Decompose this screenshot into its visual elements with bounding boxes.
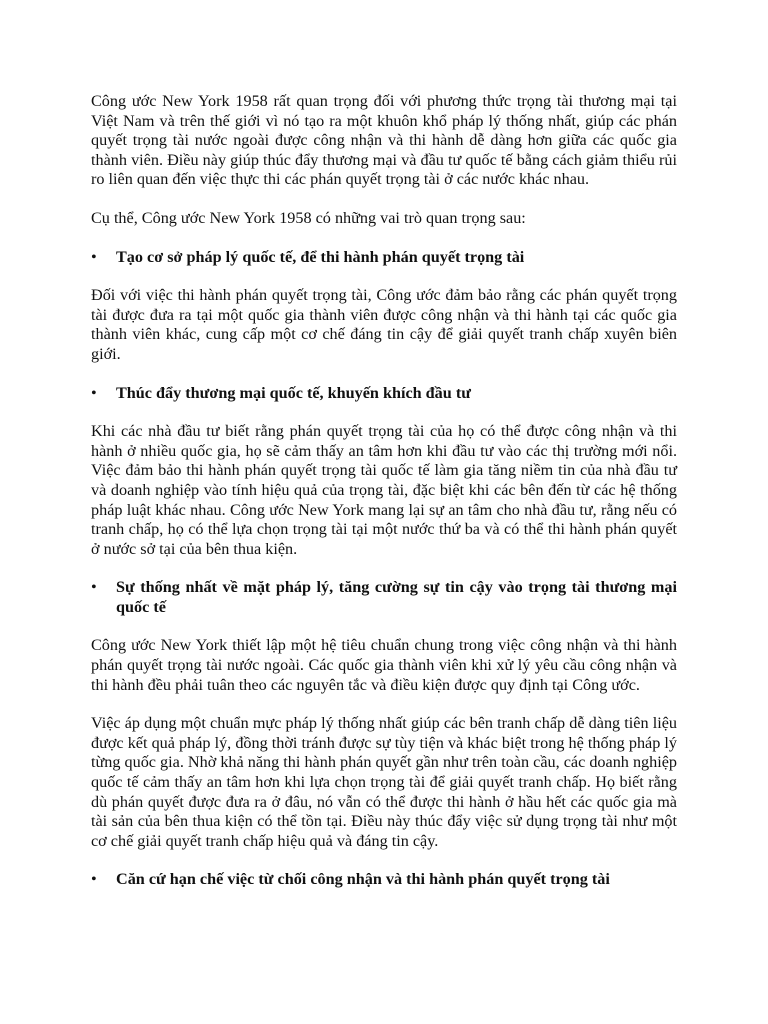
bullet-heading-text: Sự thống nhất về mặt pháp lý, tăng cường sự tin cậy vào trọng tài thương mại quốc tế xyxy=(116,578,677,616)
bullet-heading-trade-investment xyxy=(91,384,677,404)
bullet-heading-legal-basis xyxy=(91,248,677,268)
bullet-icon: • xyxy=(91,578,97,597)
bullet-heading-legal-uniformity xyxy=(91,578,677,617)
bullet-icon: • xyxy=(91,870,97,889)
bullet-heading-text: Thúc đẩy thương mại quốc tế, khuyến khích đầu tư xyxy=(116,383,471,402)
paragraph-roles-intro: Cụ thể, Công ước New York 1958 có những vai trò quan trọng sau: xyxy=(91,208,526,227)
paragraph-predictability: Việc áp dụng một chuẩn mực pháp lý thống nhất giúp các bên tranh chấp dễ dàng tiên liệu được kết quả pháp lý, đồng thời tránh được sự tùy tiện và khác biệt trong hệ thống pháp lý từng quốc gia. Nhờ khả năng thi hành phán quyết gần như trên toàn cầu, các doanh nghiệp quốc tế cảm thấy an tâm hơn khi lựa chọn trọng tài để giải quyết tranh chấp. Họ biết rằng dù phán quyết được đưa ra ở đâu, nó vẫn có thể được thi hành ở hầu hết các quốc gia mà tài sản của bên thua kiện có thể tồn tại. Điều này thúc đẩy việc sử dụng trọng tài như một cơ chế giải quyết tranh chấp hiệu quả và đáng tin cậy. xyxy=(91,714,677,850)
bullet-icon: • xyxy=(91,247,97,266)
paragraph-intro: Công ước New York 1958 rất quan trọng đối với phương thức trọng tài thương mại tại Việt Nam và trên thế giới vì nó tạo ra một khuôn khổ pháp lý thống nhất, giúp các phán quyết trọng tài nước ngoài được công nhận và thi hành dễ dàng hơn giữa các quốc gia thành viên. Điều này giúp thúc đẩy thương mại và đầu tư quốc tế bằng cách giảm thiểu rủi ro liên quan đến việc thực thi các phán quyết trọng tài ở các nước khác nhau. xyxy=(91,92,677,189)
paragraph-trade-investment: Khi các nhà đầu tư biết rằng phán quyết trọng tài của họ có thể được công nhận và thi hành ở nhiều quốc gia, họ sẽ cảm thấy an tâm hơn khi đầu tư vào các thị trường mới nổi. Việc đảm bảo thi hành phán quyết trọng tài quốc tế làm gia tăng niềm tin của nhà đầu tư và doanh nghiệp vào tính hiệu quả của trọng tài, đặc biệt khi các bên đến từ các hệ thống pháp luật khác nhau. Công ước New York mang lại sự an tâm cho nhà đầu tư, rằng nếu có tranh chấp, họ có thể lựa chọn trọng tài tại một nước thứ ba và có thể thi hành phán quyết ở nước sở tại của bên thua kiện. xyxy=(91,422,677,558)
bullet-heading-refusal-limits xyxy=(91,870,677,890)
bullet-heading-text: Căn cứ hạn chế việc từ chối công nhận và thi hành phán quyết trọng tài xyxy=(116,870,610,889)
bullet-icon: • xyxy=(91,383,97,402)
document-page xyxy=(91,92,677,909)
paragraph-uniform-standard: Công ước New York thiết lập một hệ tiêu chuẩn chung trong việc công nhận và thi hành phán quyết trọng tài nước ngoài. Các quốc gia thành viên khi xử lý yêu cầu công nhận và thi hành đều phải tuân theo các nguyên tắc và điều kiện được quy định tại Công ước. xyxy=(91,636,677,694)
bullet-heading-text: Tạo cơ sở pháp lý quốc tế, để thi hành phán quyết trọng tài xyxy=(116,247,525,266)
paragraph-legal-basis: Đối với việc thi hành phán quyết trọng tài, Công ước đảm bảo rằng các phán quyết trọng tài được đưa ra tại một quốc gia thành viên được công nhận và thi hành tại các quốc gia thành viên khác, cung cấp một cơ chế đáng tin cậy để giải quyết tranh chấp xuyên biên giới. xyxy=(91,286,677,363)
